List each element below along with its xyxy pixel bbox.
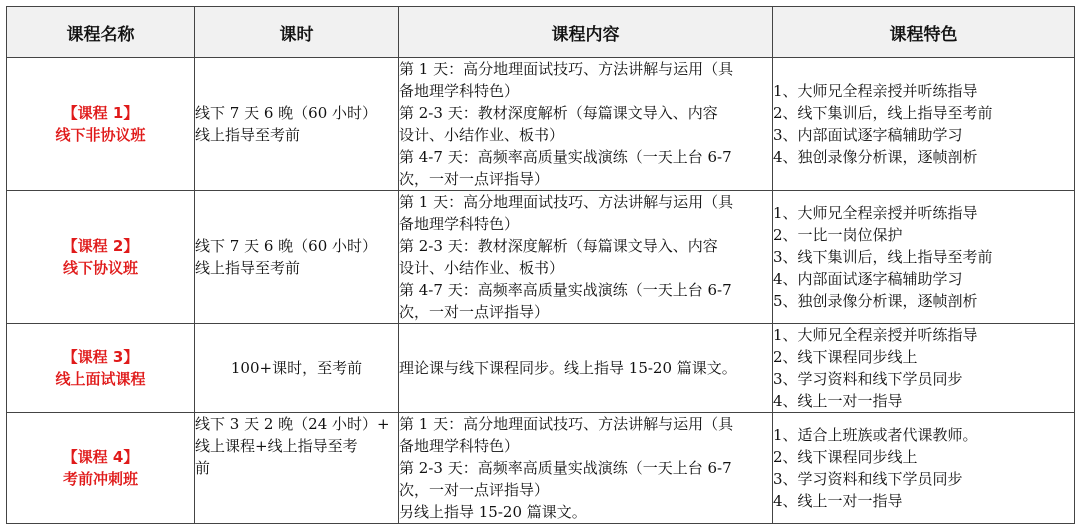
content-line: 第 2-3 天：教材深度解析（每篇课文导入、内容 bbox=[399, 237, 718, 255]
feature-item: 3、线下集训后，线上指导至考前 bbox=[773, 248, 993, 266]
hours-cell bbox=[195, 58, 399, 191]
header-course-name: 课程名称 bbox=[7, 7, 195, 58]
hours-line: 线上指导至考前 bbox=[195, 126, 301, 144]
feature-cell bbox=[773, 191, 1075, 324]
hours-cell bbox=[195, 191, 399, 324]
content-line: 次，一对一点评指导） bbox=[399, 481, 550, 499]
table-row bbox=[7, 191, 1075, 324]
course-code: 【课程 2】 bbox=[62, 237, 139, 255]
feature-item: 3、学习资料和线下学员同步 bbox=[773, 370, 963, 388]
course-name: 线下非协议班 bbox=[55, 126, 146, 144]
table-row bbox=[7, 324, 1075, 413]
content-line: 第 4-7 天：高频率高质量实战演练（一天上台 6-7 bbox=[399, 148, 732, 166]
hours-cell bbox=[195, 413, 399, 524]
feature-item: 1、适合上班族或者代课教师。 bbox=[773, 426, 978, 444]
course-name-cell bbox=[7, 413, 195, 524]
feature-item: 4、线上一对一指导 bbox=[773, 492, 903, 510]
feature-item: 4、独创录像分析课，逐帧剖析 bbox=[773, 148, 978, 166]
hours-line: 线上课程+线上指导至考 bbox=[195, 437, 358, 455]
feature-cell bbox=[773, 324, 1075, 413]
course-code: 【课程 3】 bbox=[62, 348, 139, 366]
content-cell bbox=[399, 191, 773, 324]
course-code: 【课程 4】 bbox=[62, 448, 139, 466]
feature-item: 2、线下课程同步线上 bbox=[773, 448, 918, 466]
content-line: 第 1 天：高分地理面试技巧、方法讲解与运用（具 bbox=[399, 193, 734, 211]
feature-item: 2、线下课程同步线上 bbox=[773, 348, 918, 366]
course-table bbox=[6, 6, 1075, 524]
hours-line: 线下 3 天 2 晚（24 小时）+ bbox=[195, 415, 390, 433]
header-row bbox=[7, 7, 1075, 58]
course-name-cell bbox=[7, 58, 195, 191]
hours-line: 线下 7 天 6 晚（60 小时） bbox=[195, 237, 378, 255]
content-cell bbox=[399, 324, 773, 413]
content-cell bbox=[399, 58, 773, 191]
content-line: 设计、小结作业、板书） bbox=[399, 126, 565, 144]
feature-item: 4、线上一对一指导 bbox=[773, 392, 903, 410]
feature-item: 4、内部面试逐字稿辅助学习 bbox=[773, 270, 963, 288]
feature-item: 1、大师兄全程亲授并听练指导 bbox=[773, 82, 978, 100]
hours-cell bbox=[195, 324, 399, 413]
content-line: 第 4-7 天：高频率高质量实战演练（一天上台 6-7 bbox=[399, 281, 732, 299]
hours-line: 线下 7 天 6 晚（60 小时） bbox=[195, 104, 378, 122]
course-name-cell bbox=[7, 191, 195, 324]
header-features: 课程特色 bbox=[773, 7, 1075, 58]
content-line: 第 1 天：高分地理面试技巧、方法讲解与运用（具 bbox=[399, 60, 734, 78]
feature-item: 2、一比一岗位保护 bbox=[773, 226, 903, 244]
feature-item: 3、学习资料和线下学员同步 bbox=[773, 470, 963, 488]
feature-item: 5、独创录像分析课，逐帧剖析 bbox=[773, 292, 978, 310]
feature-cell bbox=[773, 413, 1075, 524]
table-row bbox=[7, 58, 1075, 191]
feature-item: 2、线下集训后，线上指导至考前 bbox=[773, 104, 993, 122]
content-line: 第 1 天：高分地理面试技巧、方法讲解与运用（具 bbox=[399, 415, 734, 433]
header-hours: 课时 bbox=[195, 7, 399, 58]
content-line: 另线上指导 15-20 篇课文。 bbox=[399, 503, 587, 521]
course-name-cell bbox=[7, 324, 195, 413]
content-line: 第 2-3 天：教材深度解析（每篇课文导入、内容 bbox=[399, 104, 718, 122]
content-cell bbox=[399, 413, 773, 524]
course-name: 线上面试课程 bbox=[55, 370, 146, 388]
content-line: 第 2-3 天：高频率高质量实战演练（一天上台 6-7 bbox=[399, 459, 732, 477]
table-row bbox=[7, 413, 1075, 524]
content-line: 次，一对一点评指导） bbox=[399, 303, 550, 321]
content-line: 备地理学科特色） bbox=[399, 215, 520, 233]
feature-item: 1、大师兄全程亲授并听练指导 bbox=[773, 326, 978, 344]
content-line: 理论课与线下课程同步。线上指导 15-20 篇课文。 bbox=[399, 359, 737, 377]
content-line: 次，一对一点评指导） bbox=[399, 170, 550, 188]
course-name: 线下协议班 bbox=[62, 259, 138, 277]
content-line: 备地理学科特色） bbox=[399, 437, 520, 455]
content-line: 设计、小结作业、板书） bbox=[399, 259, 565, 277]
hours-line: 前 bbox=[195, 459, 211, 477]
header-content: 课程内容 bbox=[399, 7, 773, 58]
course-name: 考前冲刺班 bbox=[62, 470, 138, 488]
feature-cell bbox=[773, 58, 1075, 191]
feature-item: 1、大师兄全程亲授并听练指导 bbox=[773, 204, 978, 222]
content-line: 备地理学科特色） bbox=[399, 82, 520, 100]
feature-item: 3、内部面试逐字稿辅助学习 bbox=[773, 126, 963, 144]
course-code: 【课程 1】 bbox=[62, 104, 139, 122]
hours-line: 100+课时，至考前 bbox=[230, 359, 363, 377]
hours-line: 线上指导至考前 bbox=[195, 259, 301, 277]
